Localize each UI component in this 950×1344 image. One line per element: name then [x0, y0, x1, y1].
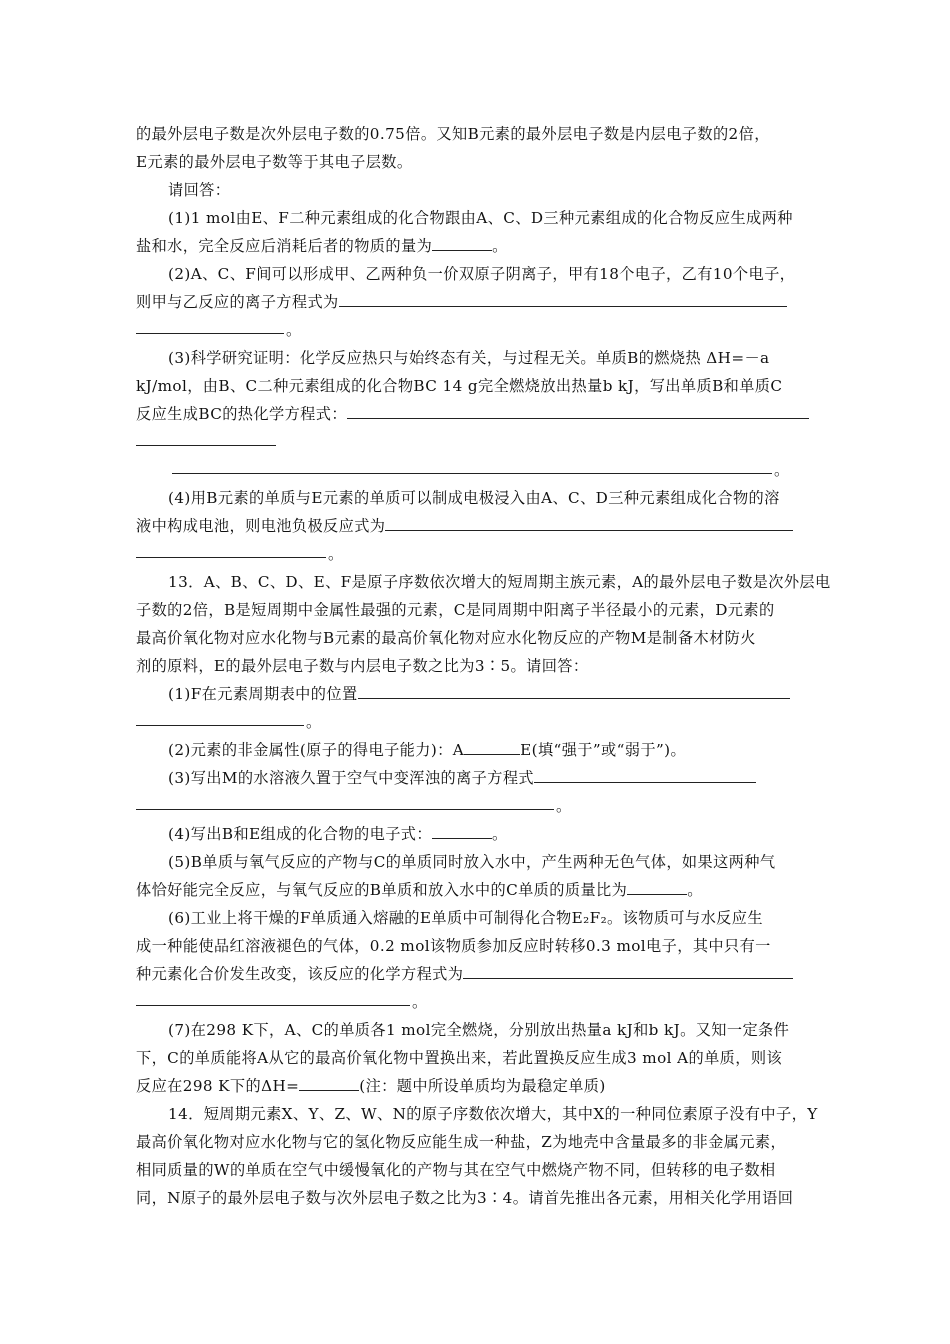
question-13-5-line2: [136, 880, 816, 900]
answer-blank[interactable]: [136, 1005, 410, 1006]
answer-blank[interactable]: [627, 881, 687, 895]
text-fragment: (3)写出M的水溶液久置于空气中变浑浊的离子方程式: [168, 769, 535, 787]
question-13-4: [168, 824, 816, 844]
text-fragment: 反应生成BC的热化学方程式：: [136, 405, 347, 423]
question-13-line3: 最高价氧化物对应水化物与B元素的最高价氧化物对应水化物反应的产物M是制备木材防火: [136, 629, 756, 647]
answer-blank[interactable]: [464, 741, 520, 755]
answer-blank[interactable]: [172, 473, 772, 474]
text-fragment: 液中构成电池，则电池负极反应式为: [136, 517, 386, 535]
answer-blank[interactable]: [463, 965, 793, 979]
question-13-6-line2: 成一种能使品红溶液褪色的气体，0.2 mol该物质参加反应时转移0.3 mol电子，其中只有一: [136, 937, 771, 955]
answer-blank[interactable]: [136, 725, 304, 726]
question-13-2: [168, 740, 816, 760]
answer-blank[interactable]: [358, 685, 790, 699]
question-12-1-line2: [136, 236, 816, 256]
text-fragment: 。: [306, 713, 322, 731]
text-fragment: E(填“强于”或“弱于”)。: [520, 741, 687, 759]
text-fragment: 。: [556, 797, 572, 815]
question-13-line2: 子数的2倍，B是短周期中金属性最强的元素，C是同周期中阳离子半径最小的元素，D元素的: [136, 601, 775, 619]
answer-blank[interactable]: [136, 445, 276, 446]
text-fragment: 。: [412, 993, 428, 1011]
text-fragment: 则甲与乙反应的离子方程式为: [136, 293, 339, 311]
text-fragment: (1)F在元素周期表中的位置: [168, 685, 358, 703]
question-13-6-line3: [136, 964, 816, 984]
text-fragment: 体恰好能完全反应，与氧气反应的B单质和放入水中的C单质的质量比为: [136, 881, 628, 899]
question-13-7-line3: [136, 1076, 816, 1096]
text-fragment: (注：题中所设单质均为最稳定单质): [359, 1077, 606, 1095]
answer-blank[interactable]: [385, 517, 793, 531]
text-fragment: 。: [328, 545, 344, 563]
question-13-1: [168, 684, 816, 704]
question-13-7-line2: 下，C的单质能将A从它的最高价氧化物中置换出来，若此置换反应生成3 mol A的单质，则该: [136, 1049, 783, 1067]
text-fragment: 种元素化合价发生改变，该反应的化学方程式为: [136, 965, 464, 983]
question-13-5: (5)B单质与氧气反应的产物与C的单质同时放入水中，产生两种无色气体，如果这两种气: [168, 853, 776, 871]
text-fragment: 。: [492, 825, 508, 843]
question-13: 13．A、B、C、D、E、F是原子序数依次增大的短周期主族元素，A的最外层电子数是次外层电: [168, 573, 831, 591]
text-fragment: (4)写出B和E组成的化合物的电子式：: [168, 825, 432, 843]
question-12-4: (4)用B元素的单质与E元素的单质可以制成电极浸入由A、C、D三种元素组成化合物的溶: [168, 489, 780, 507]
answer-blank[interactable]: [347, 405, 809, 419]
text-line: 请回答：: [168, 181, 231, 199]
answer-blank[interactable]: [136, 809, 554, 810]
answer-blank[interactable]: [299, 1077, 359, 1091]
text-fragment: 。: [774, 461, 790, 479]
question-12-2-line2: [136, 292, 816, 312]
answer-blank[interactable]: [339, 293, 787, 307]
text-fragment: 。: [687, 881, 703, 899]
text-fragment: 反应在298 K下的ΔH=: [136, 1077, 300, 1095]
question-12-3: (3)科学研究证明：化学反应热只与始终态有关，与过程无关。单质B的燃烧热 ΔH=－a: [168, 349, 770, 367]
question-14-line2: 最高价氧化物对应水化物与它的氢化物反应能生成一种盐，Z为地壳中含量最多的非金属元素，: [136, 1133, 787, 1151]
question-14: 14．短周期元素X、Y、Z、W、N的原子序数依次增大，其中X的一种同位素原子没有中子，Y: [168, 1105, 818, 1123]
answer-blank[interactable]: [136, 333, 284, 334]
text-fragment: 。: [286, 321, 302, 339]
answer-blank[interactable]: [432, 237, 492, 251]
question-13-line4: 剂的原料，E的最外层电子数与内层电子数之比为3∶5。请回答：: [136, 657, 589, 675]
text-fragment: 。: [492, 237, 508, 255]
question-12-3-line2: kJ/mol，由B、C二种元素组成的化合物BC 14 g完全燃烧放出热量b kJ，写出单质B和单质C: [136, 377, 783, 395]
question-14-line4: 同，N原子的最外层电子数与次外层电子数之比为3∶4。请首先推出各元素，用相关化学用语回: [136, 1189, 794, 1207]
answer-blank[interactable]: [534, 769, 756, 783]
question-12-2: (2)A、C、F间可以形成甲、乙两种负一价双原子阴离子，甲有18个电子，乙有10个电子，: [168, 265, 796, 283]
answer-blank[interactable]: [432, 825, 492, 839]
question-12-4-line2: [136, 516, 816, 536]
question-12-1: (1)1 mol由E、F二种元素组成的化合物跟由A、C、D三种元素组成的化合物反应生成两种: [168, 209, 793, 227]
answer-blank[interactable]: [136, 557, 326, 558]
question-13-7: (7)在298 K下，A、C的单质各1 mol完全燃烧，分别放出热量a kJ和b kJ。又知一定条件: [168, 1021, 790, 1039]
text-line: 的最外层电子数是次外层电子数的0.75倍。又知B元素的最外层电子数是内层电子数的2倍，: [136, 125, 770, 143]
question-14-line3: 相同质量的W的单质在空气中缓慢氧化的产物与其在空气中燃烧产物不同，但转移的电子数相: [136, 1161, 776, 1179]
text-fragment: 盐和水，完全反应后消耗后者的物质的量为: [136, 237, 433, 255]
question-13-3: [168, 768, 816, 788]
text-line: E元素的最外层电子数等于其电子层数。: [136, 153, 413, 171]
question-12-3-line3: [136, 404, 816, 424]
text-fragment: (2)元素的非金属性(原子的得电子能力)：A: [168, 741, 465, 759]
question-13-6: (6)工业上将干燥的F单质通入熔融的E单质中可制得化合物E₂F₂。该物质可与水反应生: [168, 909, 763, 927]
